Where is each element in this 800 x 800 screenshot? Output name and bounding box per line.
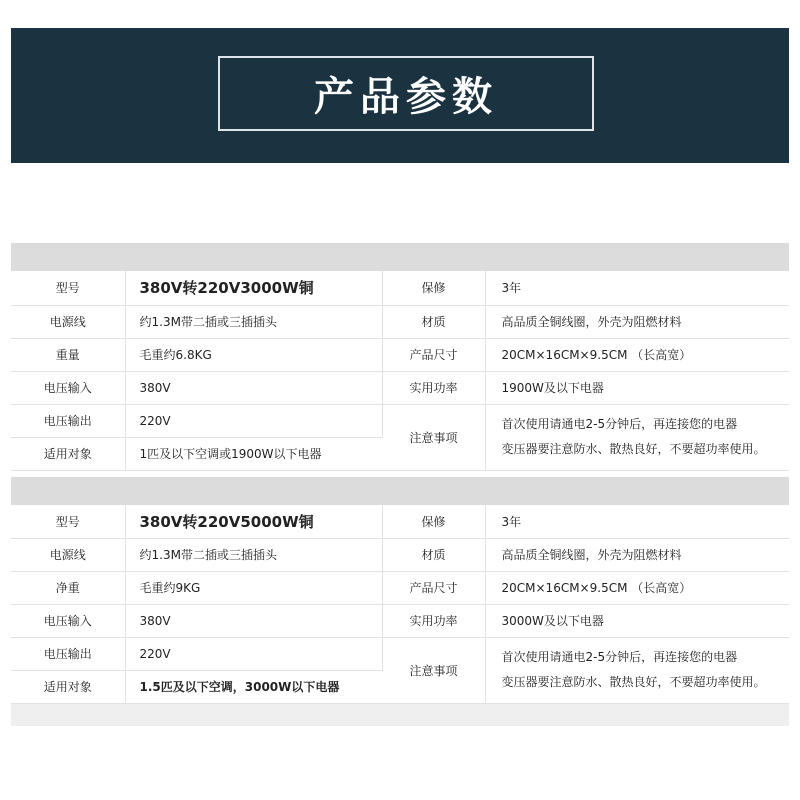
note-line: 变压器要注意防水、散热良好，不要超功率使用。 <box>501 442 766 456</box>
spec-label: 电压输出 <box>11 404 125 437</box>
notes-label: 注意事项 <box>382 637 485 703</box>
spec-label: 型号 <box>11 505 125 538</box>
spec-row <box>11 538 789 571</box>
spec-value: 220V <box>125 404 382 437</box>
model-value: 380V转220V3000W铜 <box>125 271 382 305</box>
spec-value: 20CM×16CM×9.5CM （长高宽） <box>485 338 789 371</box>
spec-value: 约1.3M带二插或三插插头 <box>125 305 382 338</box>
spec-label: 重量 <box>11 338 125 371</box>
banner-title: 产品参数 <box>314 74 498 120</box>
spec-label: 实用功率 <box>382 371 485 404</box>
spec-value: 高品质全铜线圈，外壳为阻燃材料 <box>485 538 789 571</box>
spec-label: 保修 <box>382 505 485 538</box>
spec-value: 220V <box>125 637 382 670</box>
spec-value: 高品质全铜线圈，外壳为阻燃材料 <box>485 305 789 338</box>
spec-label: 实用功率 <box>382 604 485 637</box>
spec-value: 1匹及以下空调或1900W以下电器 <box>125 437 382 470</box>
spec-label: 电压输入 <box>11 371 125 404</box>
spec-value: 1.5匹及以下空调，3000W以下电器 <box>125 670 382 703</box>
spec-row <box>11 338 789 371</box>
spec-value: 3年 <box>485 271 789 305</box>
spec-label: 保修 <box>382 271 485 305</box>
spec-table-5000w <box>11 477 789 726</box>
spec-value: 3000W及以下电器 <box>485 604 789 637</box>
spec-label: 材质 <box>382 305 485 338</box>
spec-value: 1900W及以下电器 <box>485 371 789 404</box>
spec-row <box>11 604 789 637</box>
spec-value: 3年 <box>485 505 789 538</box>
spec-value: 20CM×16CM×9.5CM （长高宽） <box>485 571 789 604</box>
spec-value: 毛重约6.8KG <box>125 338 382 371</box>
spec-value: 380V <box>125 604 382 637</box>
section-divider <box>11 477 789 505</box>
spec-value: 毛重约9KG <box>125 571 382 604</box>
spec-row <box>11 404 789 437</box>
spec-row <box>11 505 789 538</box>
spec-table-3000w <box>11 243 789 471</box>
note-line: 首次使用请通电2-5分钟后，再连接您的电器 <box>501 650 738 664</box>
section-divider <box>11 243 789 271</box>
spec-label: 电源线 <box>11 538 125 571</box>
spec-label: 适用对象 <box>11 437 125 470</box>
spec-label: 产品尺寸 <box>382 571 485 604</box>
note-line: 变压器要注意防水、散热良好，不要超功率使用。 <box>501 675 766 689</box>
spec-row <box>11 371 789 404</box>
spec-row <box>11 571 789 604</box>
spec-row <box>11 637 789 670</box>
spec-label: 净重 <box>11 571 125 604</box>
spec-label: 型号 <box>11 271 125 305</box>
note-line: 首次使用请通电2-5分钟后，再连接您的电器 <box>501 417 738 431</box>
title-frame <box>218 56 594 131</box>
spec-row <box>11 271 789 305</box>
notes-label: 注意事项 <box>382 404 485 470</box>
notes-value <box>485 404 789 470</box>
model-value: 380V转220V5000W铜 <box>125 505 382 538</box>
bottom-divider <box>11 703 789 726</box>
spec-label: 电源线 <box>11 305 125 338</box>
spec-label: 适用对象 <box>11 670 125 703</box>
spec-label: 电压输入 <box>11 604 125 637</box>
spec-label: 材质 <box>382 538 485 571</box>
title-banner <box>11 28 789 163</box>
spec-row <box>11 305 789 338</box>
notes-value <box>485 637 789 703</box>
spec-label: 电压输出 <box>11 637 125 670</box>
spec-value: 约1.3M带二插或三插插头 <box>125 538 382 571</box>
spec-value: 380V <box>125 371 382 404</box>
spec-label: 产品尺寸 <box>382 338 485 371</box>
